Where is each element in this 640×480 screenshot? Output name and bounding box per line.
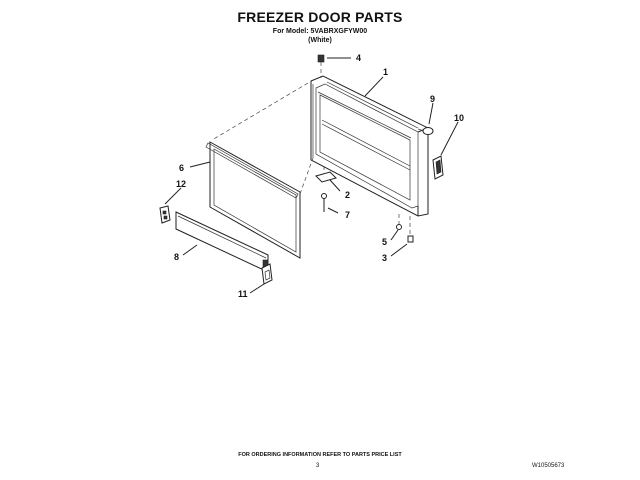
- callout-4: 4: [356, 53, 362, 63]
- handle-part-10: [433, 156, 443, 179]
- page-number: 3: [316, 463, 320, 469]
- color-line: (White): [308, 37, 332, 44]
- callout-2: 2: [345, 190, 351, 200]
- callout-6: 6: [179, 163, 185, 173]
- callout-8: 8: [174, 252, 180, 262]
- callout-3: 3: [382, 253, 388, 263]
- end-cap-part-11: [262, 264, 272, 284]
- screw-part-5: [397, 214, 402, 230]
- callout-7: 7: [345, 210, 351, 220]
- callout-9: 9: [430, 94, 436, 104]
- callout-11: 11: [238, 289, 248, 299]
- screw-part-7: [322, 194, 327, 213]
- hinge-pin-part-4: [318, 55, 324, 78]
- freezer-door-assembly: [311, 76, 428, 216]
- callout-12: 12: [176, 179, 187, 189]
- washer-part-3: [408, 216, 413, 242]
- ordering-note: FOR ORDERING INFORMATION REFER TO PARTS PRICE LIST: [238, 452, 402, 458]
- page-title: FREEZER DOOR PARTS: [237, 9, 403, 25]
- document-number: W10505673: [532, 463, 565, 469]
- callout-10: 10: [454, 113, 465, 123]
- callout-5: 5: [382, 237, 388, 247]
- callout-1: 1: [383, 67, 389, 77]
- bracket-part-12: [160, 206, 170, 223]
- model-line: For Model: 5VABRXGFYW00: [272, 28, 368, 35]
